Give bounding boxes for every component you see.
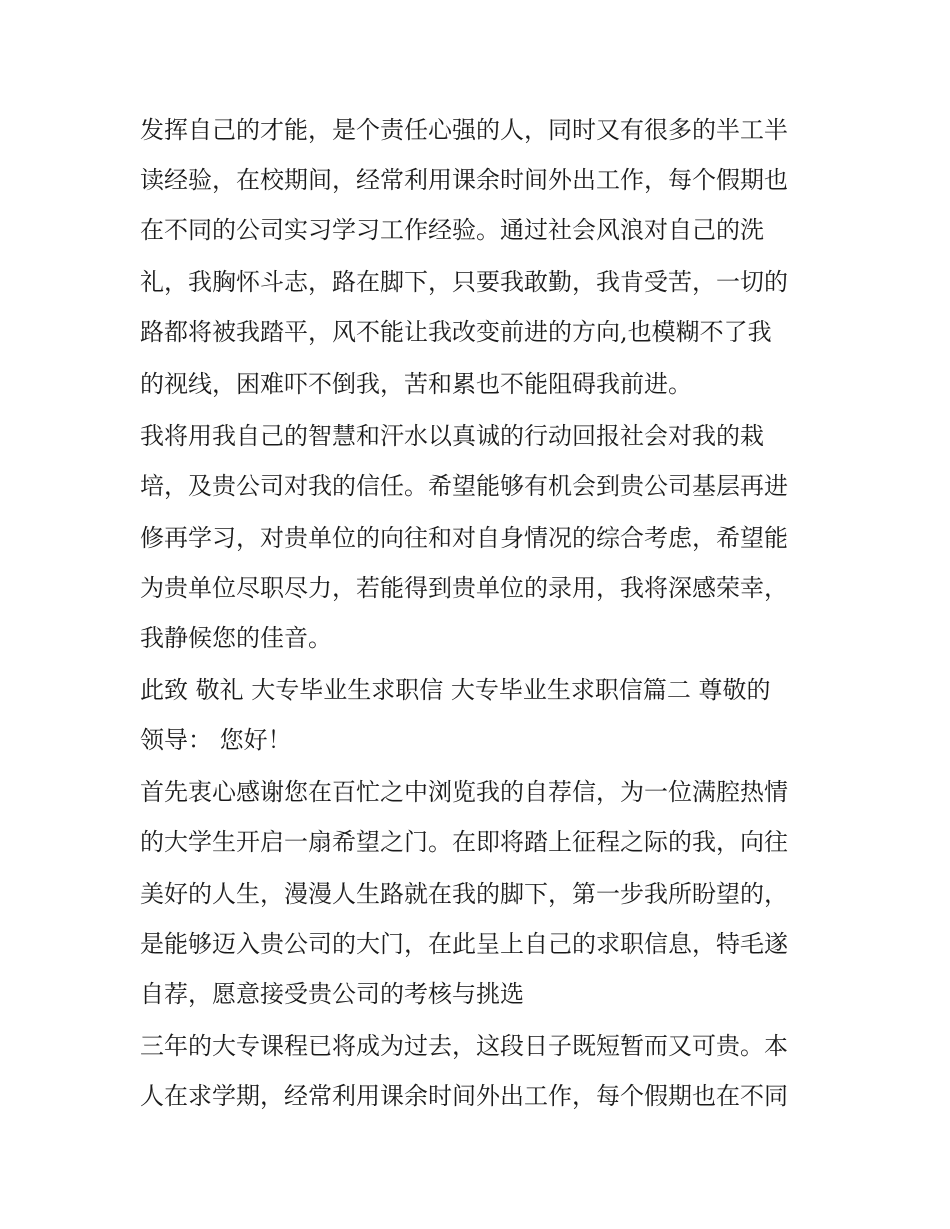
text-line: 读经验，在校期间，经常利用课余时间外出工作，每个假期也 <box>140 166 788 194</box>
text-line: 在不同的公司实习学习工作经验。通过社会风浪对自己的洗 <box>140 216 764 244</box>
text-line: 的大学生开启一扇希望之门。在即将踏上征程之际的我，向往 <box>140 828 788 856</box>
text-line: 自荐，愿意接受贵公司的考核与挑选 <box>140 980 524 1008</box>
text-line: 三年的大专课程已将成为过去，这段日子既短暂而又可贵。本 <box>140 1032 788 1060</box>
text-line: 我将用我自己的智慧和汗水以真诚的行动回报社会对我的栽 <box>140 422 764 450</box>
text-line: 培，及贵公司对我的信任。希望能够有机会到贵公司基层再进 <box>140 472 788 500</box>
text-line: 礼，我胸怀斗志，路在脚下，只要我敢勤，我肯受苦，一切的 <box>140 268 788 296</box>
text-line: 是能够迈入贵公司的大门，在此呈上自己的求职信息，特毛遂 <box>140 930 788 958</box>
text-line: 此致 敬礼 大专毕业生求职信 大专毕业生求职信篇二 尊敬的 <box>140 676 771 704</box>
text-line: 我静候您的佳音。 <box>140 624 332 652</box>
text-line: 美好的人生，漫漫人生路就在我的脚下，第一步我所盼望的， <box>140 880 788 908</box>
text-line: 发挥自己的才能，是个责任心强的人，同时又有很多的半工半 <box>140 116 788 144</box>
text-line: 为贵单位尽职尽力，若能得到贵单位的录用，我将深感荣幸， <box>140 574 788 602</box>
text-line: 路都将被我踏平，风不能让我改变前进的方向,也模糊不了我 <box>140 318 772 346</box>
text-line: 人在求学期，经常利用课余时间外出工作，每个假期也在不同 <box>140 1082 788 1110</box>
text-line: 首先衷心感谢您在百忙之中浏览我的自荐信，为一位满腔热情 <box>140 778 788 806</box>
text-line: 修再学习，对贵单位的向往和对自身情况的综合考虑，希望能 <box>140 524 788 552</box>
text-line: 的视线，困难吓不倒我，苦和累也不能阻碍我前进。 <box>140 370 692 398</box>
text-line: 领导： 您好！ <box>140 726 292 754</box>
